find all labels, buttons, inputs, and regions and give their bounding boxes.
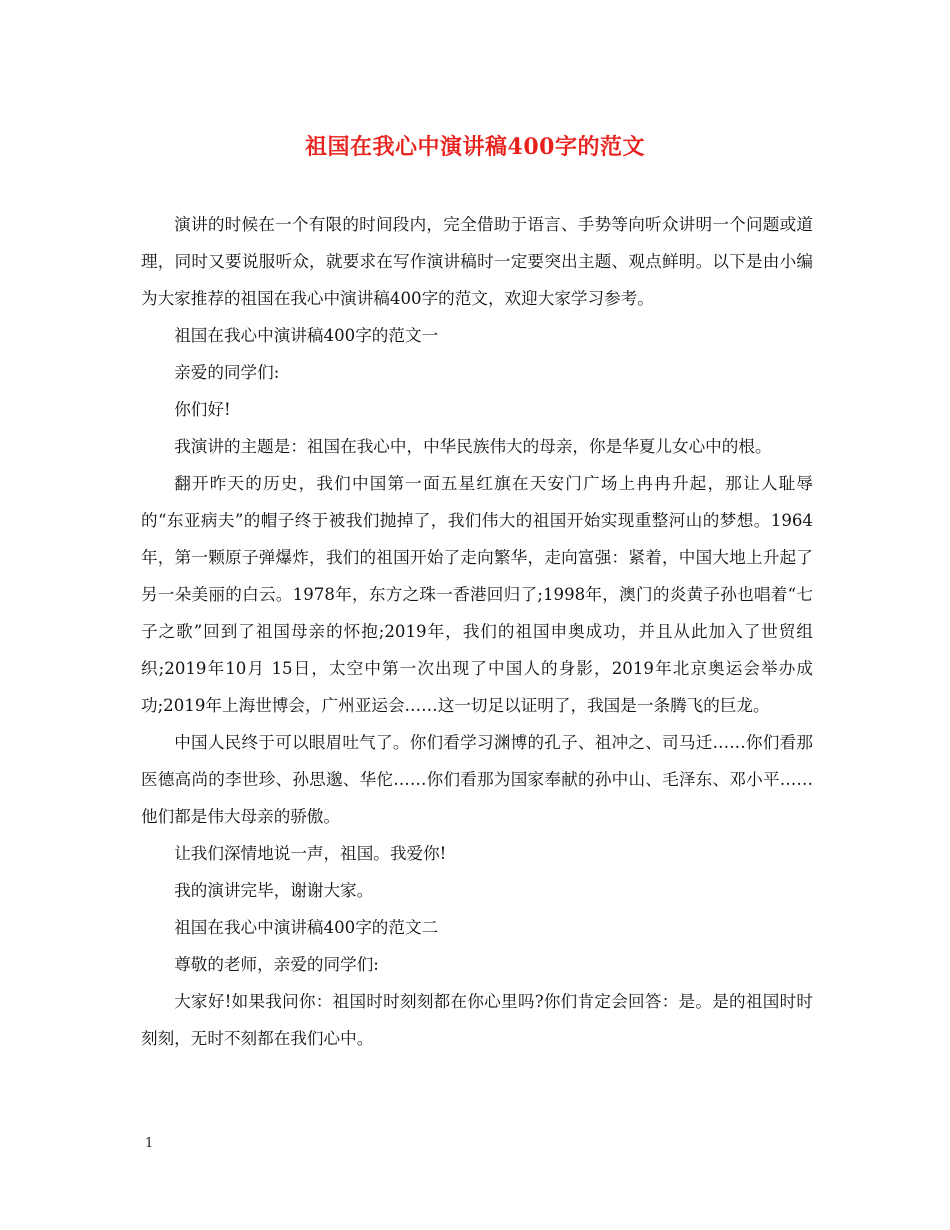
paragraph-greeting: 你们好! [174,400,231,419]
paragraph-history: 翻开昨天的历史，我们中国第一面五星红旗在天安门广场上冉冉升起，那让人耻辱的“东亚病夫”的帽子终于被我们抛掉了，我们伟大的祖国开始实现重整河山的梦想。1964年，第一颗原子弹爆炸，我们的祖国开始了走向繁华，走向富强：紧着，中国大地上升起了另一朵美丽的白云。1978年，东方之珠一香港回归了;1998年，澳门的炎黄子孙也唱着“七子之歌”回到了祖国母亲的怀抱;2019年，我们的祖国申奥成功，并且从此加入了世贸组织;2019年10月 15日，太空中第一次出现了中国人的身影，2019年北京奥运会举办成功;2019年上海世博会，广州亚运会……这一切足以证明了，我国是一条腾飞的巨龙。 [141,474,813,715]
paragraph-salutation-2: 尊敬的老师，亲爱的同学们: [174,955,379,974]
paragraph-theme: 我演讲的主题是：祖国在我心中，中华民族伟大的母亲，你是华夏儿女心中的根。 [174,437,772,456]
document-title: 祖国在我心中演讲稿400字的范文 [305,134,645,160]
paragraph-love: 让我们深情地说一声，祖国。我爱你! [174,844,447,863]
page-number: 1 [145,1136,154,1151]
paragraph-pride: 中国人民终于可以眼眉吐气了。你们看学习渊博的孔子、祖冲之、司马迁……你们看那医德高尚的李世珍、孙思邈、华佗……你们看那为国家奉献的孙中山、毛泽东、邓小平……他们都是伟大母亲的骄傲。 [141,733,813,826]
paragraph-salutation: 亲爱的同学们: [174,363,280,382]
document-body [141,206,813,1057]
paragraph-intro: 演讲的时候在一个有限的时间段内，完全借助于语言、手势等向听众讲明一个问题或道理，同时又要说服听众，就要求在写作演讲稿时一定要突出主题、观点鲜明。以下是由小编为大家推荐的祖国在我心中演讲稿400字的范文，欢迎大家学习参考。 [141,215,813,308]
paragraph-section-heading-1: 祖国在我心中演讲稿400字的范文一 [174,326,439,345]
paragraph-section-heading-2: 祖国在我心中演讲稿400字的范文二 [174,918,439,937]
paragraph-question: 大家好!如果我问你：祖国时时刻刻都在你心里吗?你们肯定会回答：是。是的祖国时时刻刻，无时不刻都在我们心中。 [141,992,813,1048]
paragraph-closing: 我的演讲完毕，谢谢大家。 [174,881,374,900]
